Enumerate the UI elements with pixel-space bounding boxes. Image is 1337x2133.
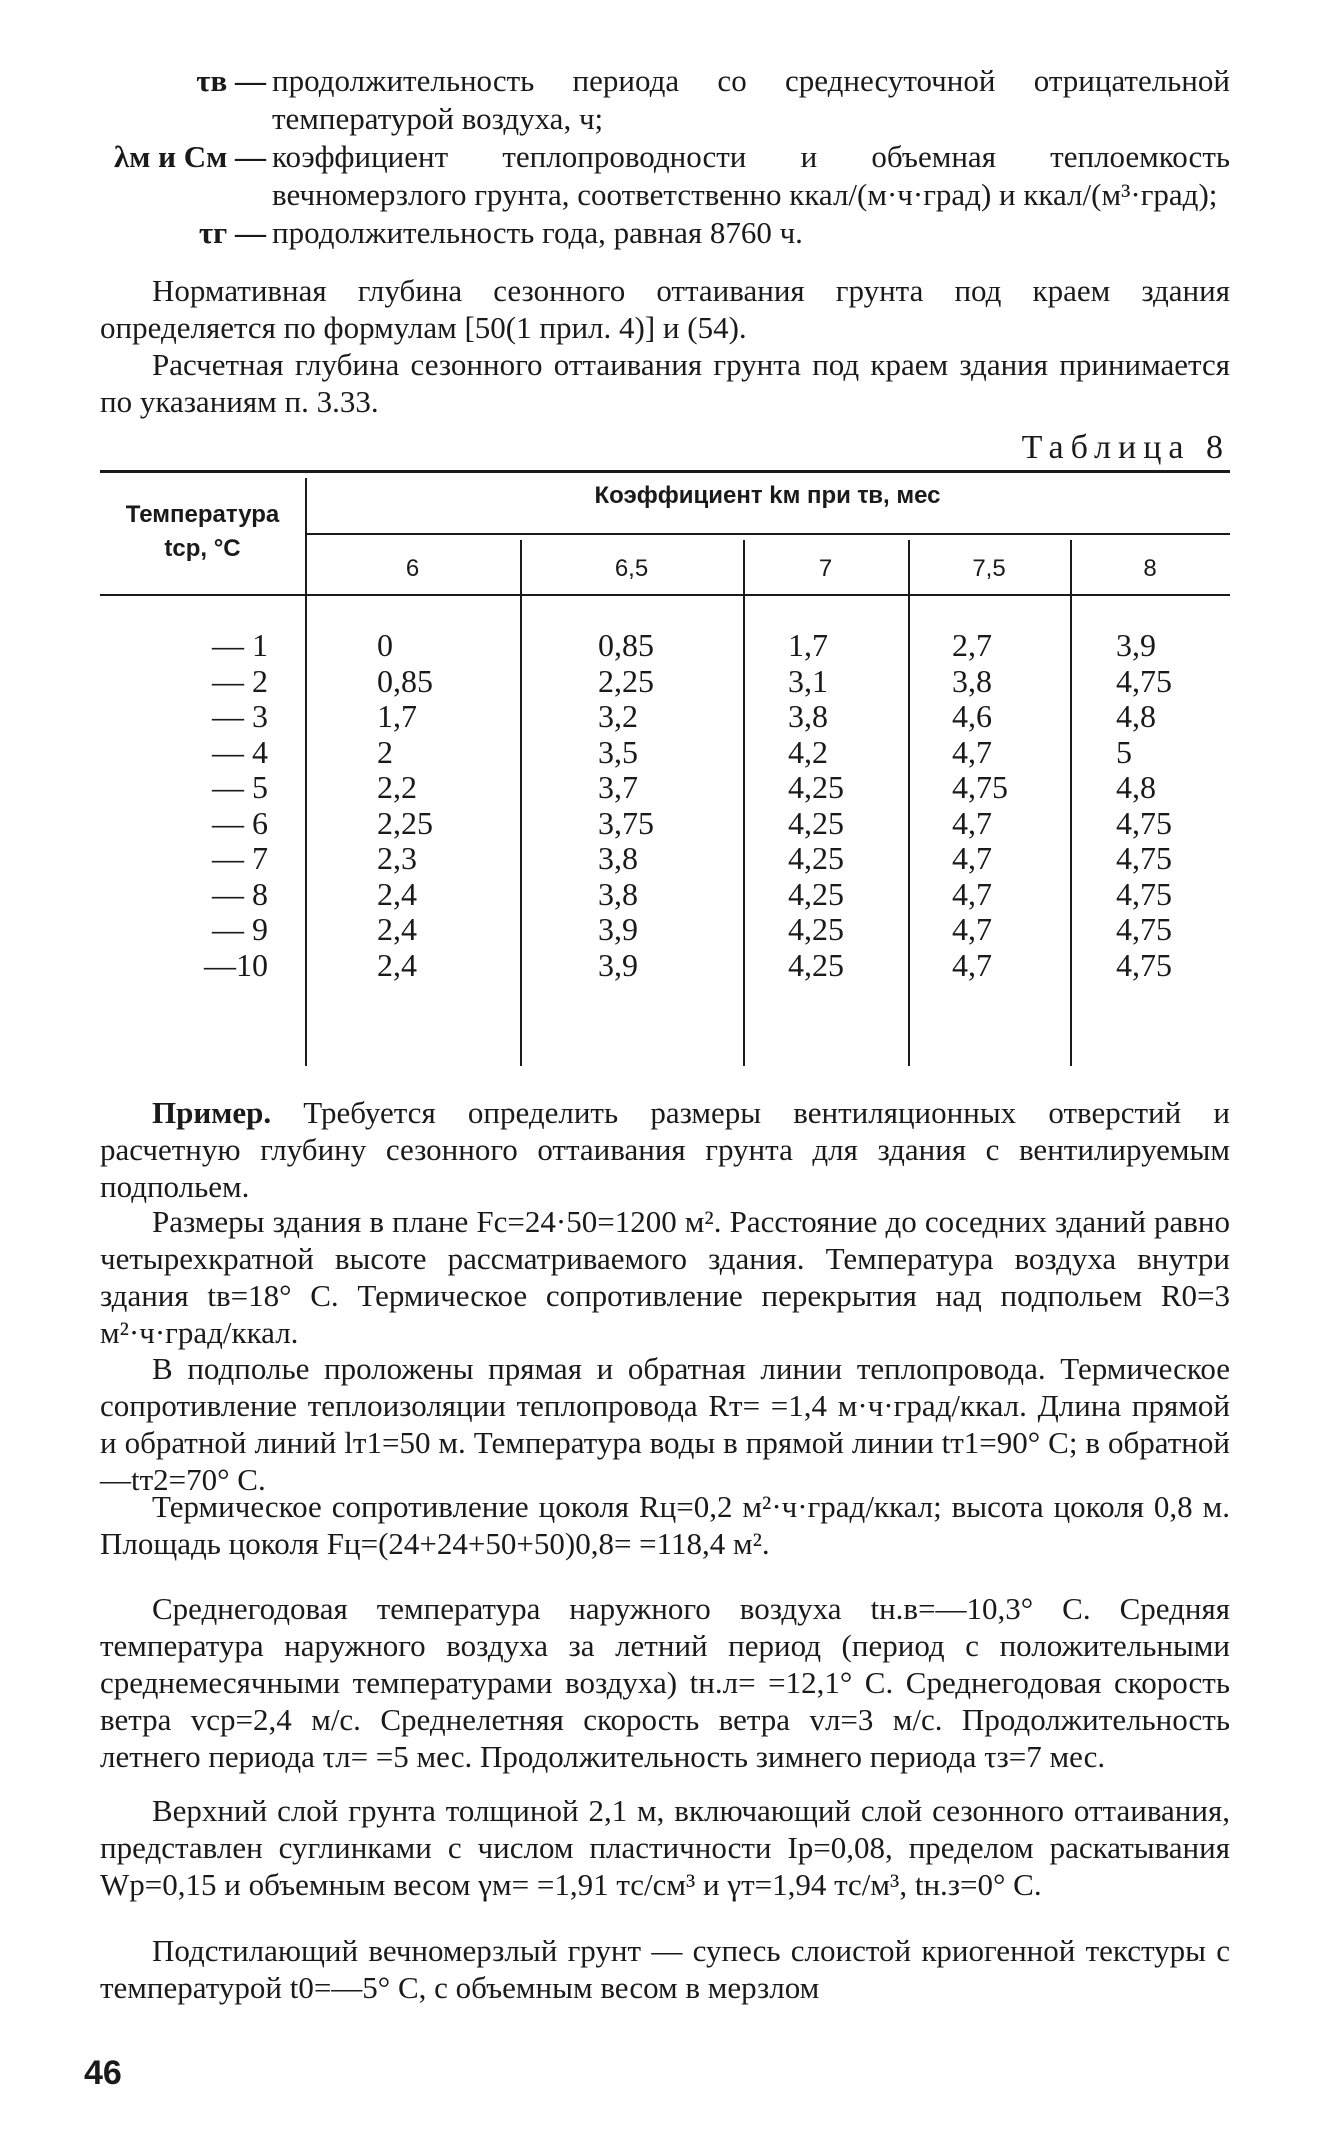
table-cell: 4,75 <box>1116 804 1172 841</box>
table-cell: 3,8 <box>598 840 638 876</box>
table-cell: 2,4 <box>377 911 417 947</box>
header-temperature-label: Температура <box>125 501 280 528</box>
table-top-rule <box>100 470 1230 473</box>
table-cell: 4,7 <box>952 804 992 841</box>
table-cell: 1,7 <box>788 627 828 663</box>
table-cell: 2,25 <box>598 662 654 699</box>
table-caption: Таблица 8 <box>1021 429 1230 466</box>
definition-term: τв — <box>196 63 266 98</box>
row-label: — 6 <box>212 804 268 841</box>
table-cell: 3,9 <box>598 911 638 947</box>
table-cell: 4,25 <box>788 840 844 876</box>
table-cell: 3,8 <box>952 662 992 699</box>
table-cell: 1,7 <box>377 698 417 734</box>
row-label: — 7 <box>212 840 268 876</box>
table-cell: 4,6 <box>952 698 992 734</box>
table-cell: 4,7 <box>952 875 992 912</box>
table-divider <box>1070 540 1072 1066</box>
table-cell: 3,7 <box>598 769 638 805</box>
definition-text: продолжительность года, равная 8760 ч. <box>272 215 803 250</box>
table-cell: 4,25 <box>788 911 844 947</box>
table-cell: 3,5 <box>598 733 638 770</box>
column-header: 6,5 <box>614 555 649 582</box>
row-label: — 3 <box>212 698 268 734</box>
table-cell: 2,7 <box>952 627 992 663</box>
definition-term: λм и Cм — <box>114 139 266 174</box>
row-label: — 1 <box>212 627 268 663</box>
table-cell: 4,7 <box>952 911 992 947</box>
example-paragraph: Верхний слой грунта толщиной 2,1 м, включающий слой сезонного оттаивания, представлен суглинками с числом пластичности Iр=0,08, пределом раскатывания Wр=0,15 и объемным весом γм= =1,91 тс/см³ и γт=1,94 тс/м³, tн.з=0° С. <box>100 1793 1230 1902</box>
example-intro-text: Требуется определить размеры вентиляционных отверстий и расчетную глубину сезонного оттаивания грунта для здания с вентилируемым подпольем. <box>100 1095 1230 1204</box>
table-cell: 2,25 <box>377 804 433 841</box>
table-group-rule <box>305 533 1230 535</box>
table-divider <box>908 540 910 1066</box>
value-column-6 <box>377 628 433 983</box>
table-cell: 4,75 <box>1116 946 1172 983</box>
paragraph-design-depth: Расчетная глубина сезонного оттаивания грунта под краем здания принимается по указаниям п. 3.33. <box>100 347 1230 419</box>
column-header: 7 <box>818 555 833 582</box>
table-cell: 3,2 <box>598 698 638 734</box>
table-cell: 2,3 <box>377 840 417 876</box>
table-cell: 5 <box>1116 733 1132 770</box>
table-cell: 4,2 <box>788 733 828 770</box>
table-cell: 4,25 <box>788 875 844 912</box>
value-column-6-5 <box>598 628 654 983</box>
table-cell: 4,75 <box>1116 840 1172 876</box>
table-cell: 3,8 <box>788 698 828 734</box>
column-header: 8 <box>1143 555 1157 582</box>
table-cell: 2 <box>377 733 393 770</box>
value-column-7 <box>788 628 844 983</box>
definition-text: продолжительность периода со среднесуточной отрицательной температурой воздуха, ч; <box>272 63 1230 136</box>
table-cell: 0 <box>377 627 393 663</box>
value-column-7-5 <box>952 628 1008 983</box>
example-lead: Пример. <box>152 1095 272 1130</box>
table-cell: 2,2 <box>377 769 417 805</box>
table-cell: 4,25 <box>788 946 844 983</box>
row-label: — 8 <box>212 875 268 912</box>
page-number: 46 <box>84 2054 122 2092</box>
table-cell: 4,8 <box>1116 698 1156 734</box>
table-divider <box>520 540 522 1066</box>
table-cell: 2,4 <box>377 946 417 983</box>
table-cell: 2,4 <box>377 875 417 912</box>
table-cell: 3,75 <box>598 804 654 841</box>
definition-item <box>100 214 1230 252</box>
row-label: — 2 <box>212 662 268 699</box>
row-label: —10 <box>204 946 268 983</box>
row-label: — 5 <box>212 769 268 805</box>
example-paragraph: Среднегодовая температура наружного воздуха tн.в=—10,3° С. Средняя температура наружного воздуха за летний период (период с положительными среднемесячными температурами воздуха) tн.л= =12,1° С. Среднегодовая скорость ветра vср=2,4 м/с. Среднелетняя скорость ветра vл=3 м/с. Продолжительность летнего периода τл= =5 мес. Продолжительность зимнего периода τз=7 мес. <box>100 1591 1230 1774</box>
table-cell: 3,1 <box>788 662 828 699</box>
column-header: 6 <box>405 555 420 582</box>
coefficient-table <box>100 470 1230 1066</box>
definition-item <box>100 62 1230 138</box>
row-label: — 9 <box>212 911 268 947</box>
table-cell: 4,75 <box>1116 662 1172 699</box>
column-header: 7,5 <box>972 555 1006 582</box>
example-intro <box>100 1094 1230 1205</box>
table-header-rule <box>100 594 1230 596</box>
header-temperature-unit: tср, °С <box>164 535 241 562</box>
definitions-list <box>100 62 1230 252</box>
example-paragraph: Термическое сопротивление цоколя Rц=0,2 м²·ч·град/ккал; высота цоколя 0,8 м. Площадь цоколя Fц=(24+24+50+50)0,8= =118,4 м². <box>100 1489 1230 1561</box>
table-cell: 4,7 <box>952 733 992 770</box>
temperature-column <box>140 628 268 983</box>
table-cell: 0,85 <box>598 627 654 663</box>
definition-item <box>100 138 1230 214</box>
definition-text: коэффициент теплопроводности и объемная теплоемкость вечномерзлого грунта, соответственно ккал/(м·ч·град) и ккал/(м³·град); <box>272 139 1230 212</box>
table-cell: 4,7 <box>952 946 992 983</box>
table-cell: 4,75 <box>1116 911 1172 947</box>
table-cell: 0,85 <box>377 662 433 699</box>
table-cell: 4,25 <box>788 769 844 805</box>
table-cell: 4,8 <box>1116 769 1156 805</box>
table-divider <box>743 540 745 1066</box>
table-cell: 4,25 <box>788 804 844 841</box>
table-cell: 3,8 <box>598 875 638 912</box>
value-column-8 <box>1116 628 1172 983</box>
table-cell: 4,75 <box>952 769 1008 805</box>
table-cell: 3,9 <box>598 946 638 983</box>
table-cell: 4,75 <box>1116 875 1172 912</box>
table-cell: 3,9 <box>1116 627 1156 663</box>
example-paragraph: Размеры здания в плане Fс=24·50=1200 м². Расстояние до соседних зданий равно четырехкратной высоте рассматриваемого здания. Температура воздуха внутри здания tв=18° С. Термическое сопротивление перекрытия над подпольем R0=3 м²·ч·град/ккал. <box>100 1204 1230 1350</box>
header-temperature <box>100 498 305 566</box>
example-paragraph: В подполье проложены прямая и обратная линии теплопровода. Термическое сопротивление теплоизоляции теплопровода Rт= =1,4 м·ч·град/ккал. Длина прямой и обратной линий lт1=50 м. Температура воды в прямой линии tт1=90° С; в обратной —tт2=70° С. <box>100 1351 1230 1497</box>
definition-term: τг — <box>198 215 266 250</box>
row-label: — 4 <box>212 733 268 770</box>
header-coefficient: Коэффициент kм при τв, мес <box>594 482 941 509</box>
paragraph-normative-depth: Нормативная глубина сезонного оттаивания грунта под краем здания определяется по формулам [50(1 прил. 4)] и (54). <box>100 273 1230 345</box>
table-cell: 4,7 <box>952 840 992 876</box>
example-paragraph: Подстилающий вечномерзлый грунт — супесь слоистой криогенной текстуры с температурой t0=—5° С, с объемным весом в мерзлом <box>100 1933 1230 2005</box>
